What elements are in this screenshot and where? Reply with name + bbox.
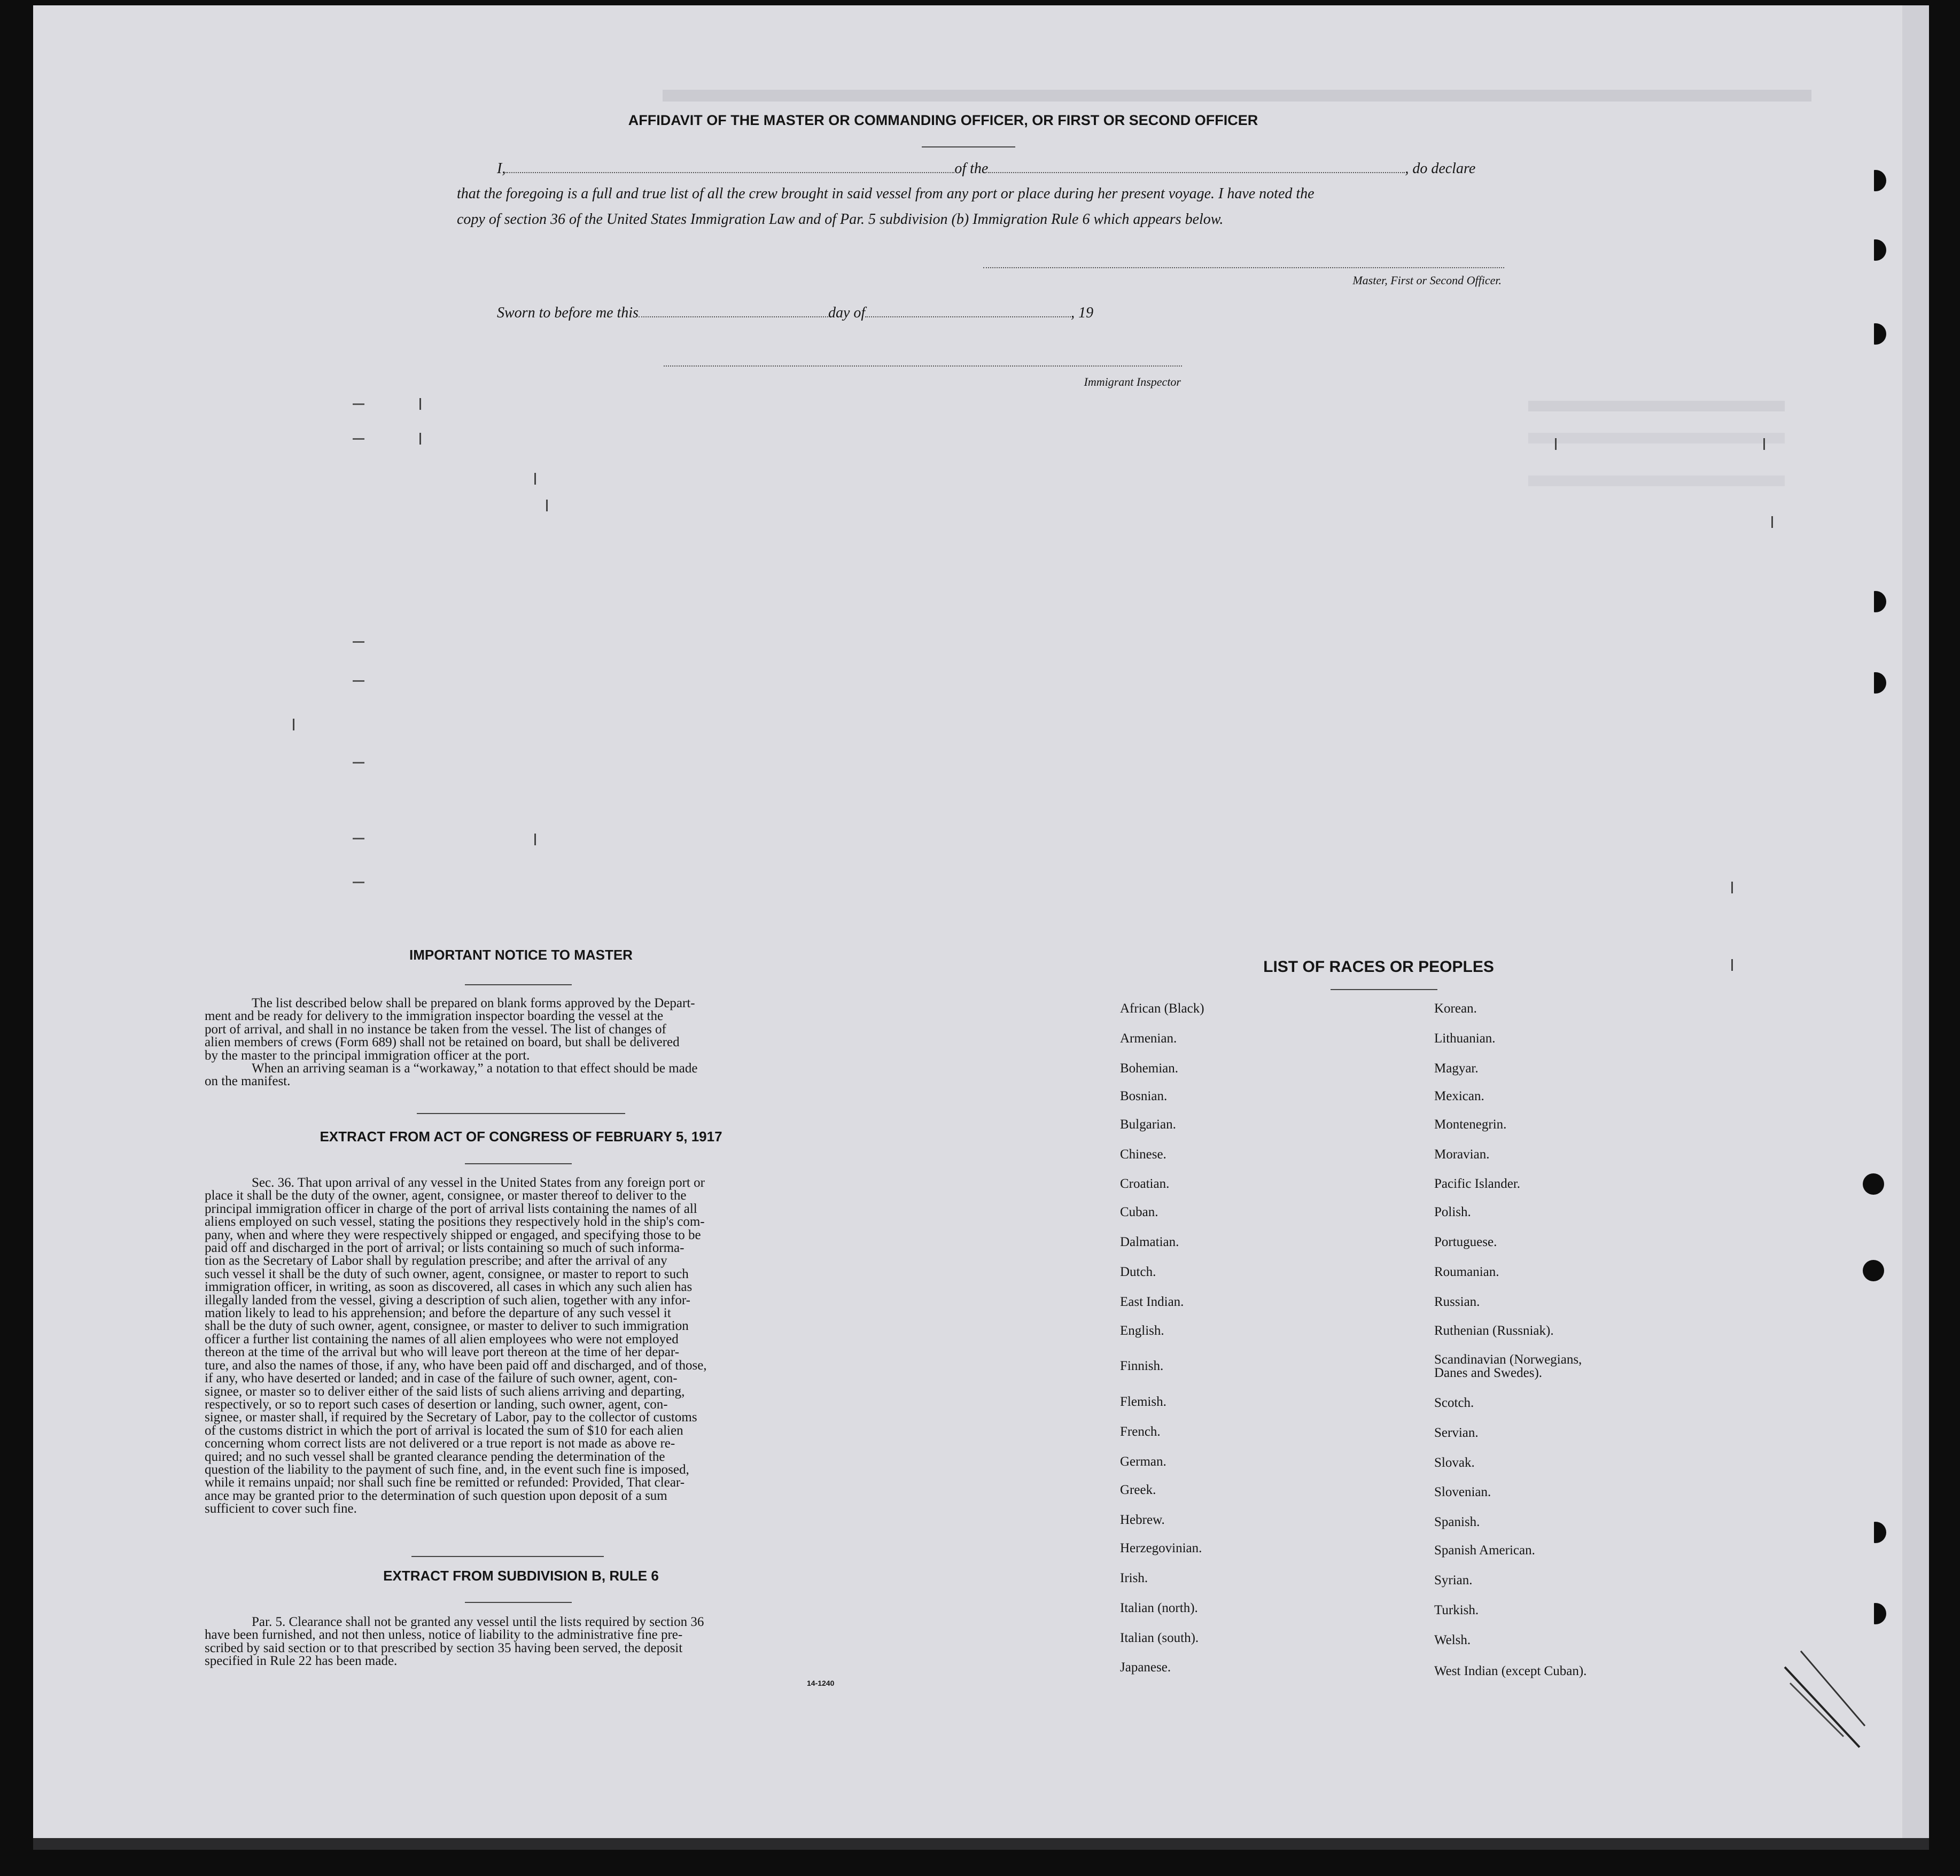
binder-hole: [1865, 170, 1886, 191]
race-item: Dutch.: [1120, 1265, 1156, 1279]
race-item: Ruthenian (Russniak).: [1434, 1324, 1554, 1338]
stray-mark: [353, 641, 364, 643]
form-number: 14-1240: [807, 1679, 835, 1687]
race-item: Magyar.: [1434, 1061, 1479, 1076]
race-item: Roumanian.: [1434, 1265, 1499, 1279]
act-line: of the customs district in which the port of arrival is located the sum of $10 for each alien: [205, 1423, 683, 1438]
race-item: Polish.: [1434, 1205, 1471, 1219]
inspector-caption: Immigrant Inspector: [1084, 375, 1181, 388]
race-item: African (Black): [1120, 1001, 1204, 1016]
race-item: Japanese.: [1120, 1660, 1171, 1675]
stray-mark: [353, 838, 364, 839]
notice-line: ment and be ready for delivery to the immigration inspector boarding the vessel at the: [205, 1009, 664, 1024]
binder-hole: [1865, 672, 1886, 694]
act-line: thereon at the time of the arrival but who will leave port thereon at the time of her depar-: [205, 1345, 680, 1360]
stray-mark: [353, 438, 364, 440]
bleed-through-mark: [1528, 433, 1785, 443]
stray-mark: [1731, 882, 1733, 893]
act-title: EXTRACT FROM ACT OF CONGRESS OF FEBRUARY 5, 1917: [320, 1128, 722, 1145]
binder-hole: [1865, 239, 1886, 261]
race-item: Servian.: [1434, 1426, 1479, 1440]
act-line: paid off and discharged in the port of arrival; or lists containing so much of such informa-: [205, 1241, 685, 1256]
pen-strokes: [1779, 1646, 1870, 1753]
title-rule: [922, 146, 1015, 147]
bleed-through-mark: [663, 90, 1811, 102]
race-item: Bosnian.: [1120, 1089, 1168, 1103]
form-page: [33, 5, 1925, 1838]
race-item: Bulgarian.: [1120, 1117, 1176, 1132]
vessel-blank[interactable]: [988, 172, 1405, 173]
affidavit-title: AFFIDAVIT OF THE MASTER OR COMMANDING OFFICER, OR FIRST OR SECOND OFFICER: [628, 112, 1258, 128]
race-item: Danes and Swedes).: [1434, 1366, 1543, 1380]
act-line: question of the liability to the payment of such fine, and, in the event such fine is imposed,: [205, 1462, 689, 1477]
race-item: German.: [1120, 1454, 1166, 1469]
race-item: Croatian.: [1120, 1177, 1170, 1191]
of-the-label: of the: [954, 160, 989, 177]
races-rule: [1331, 989, 1437, 990]
act-line: immigration officer, in writing, as soon as discovered, all cases in which any such alien has: [205, 1280, 693, 1295]
page-edge: [1902, 5, 1929, 1838]
act-line: officer a further list containing the names of all alien employees who were not employed: [205, 1332, 679, 1346]
race-item: Slovak.: [1434, 1455, 1475, 1470]
act-line: signee, or master so to deliver either of the said lists of such aliens arriving and departing,: [205, 1384, 685, 1399]
race-item: Irish.: [1120, 1571, 1148, 1585]
rule6-line: have been furnished, and not then unless, notice of liability to the administrative fine pre-: [205, 1628, 683, 1643]
act-line: place it shall be the duty of the owner, agent, consignee, or master thereof to deliver to the: [205, 1188, 687, 1203]
act-line: illegally landed from the vessel, giving a description of such alien, together with any infor-: [205, 1293, 690, 1307]
stray-mark: [534, 834, 536, 845]
sworn-line: [497, 305, 1192, 322]
act-line: ance may be granted prior to the determination of such question upon deposit of a sum: [205, 1488, 667, 1503]
race-item: Cuban.: [1120, 1205, 1158, 1219]
binder-hole: [1865, 323, 1886, 345]
declaration-line-1: [497, 160, 1523, 177]
race-item: Montenegrin.: [1434, 1117, 1507, 1132]
rule6-title: EXTRACT FROM SUBDIVISION B, RULE 6: [383, 1568, 659, 1584]
race-item: Spanish.: [1434, 1515, 1480, 1529]
race-item: Hebrew.: [1120, 1513, 1165, 1527]
do-declare-label: , do declare: [1405, 160, 1476, 177]
race-item: Armenian.: [1120, 1031, 1177, 1046]
race-item: Herzegovinian.: [1120, 1541, 1202, 1555]
stray-mark: [1555, 438, 1557, 450]
race-item: Russian.: [1434, 1295, 1480, 1309]
binder-hole: [1865, 1603, 1886, 1624]
notice-line: on the manifest.: [205, 1074, 291, 1089]
race-item: Slovenian.: [1434, 1485, 1491, 1499]
bleed-through-mark: [1528, 476, 1785, 486]
binder-hole: [1865, 1522, 1886, 1543]
notice-line: When an arriving seaman is a “workaway,” a notation to that effect should be made: [252, 1061, 698, 1076]
i-label: I,: [497, 160, 506, 177]
act-line: principal immigration officer in charge of the port of arrival lists containing the names of all: [205, 1201, 697, 1216]
stray-mark: [419, 398, 421, 410]
race-item: Greek.: [1120, 1483, 1156, 1497]
race-item: Korean.: [1434, 1001, 1477, 1016]
binder-hole: [1865, 591, 1886, 612]
race-item: Scandinavian (Norwegians,: [1434, 1352, 1582, 1367]
binder-hole: [1863, 1173, 1884, 1195]
stray-mark: [419, 433, 421, 445]
act-line: such vessel it shall be the duty of such owner, agent, consignee, or master to report to such: [205, 1266, 689, 1281]
act-rule: [465, 1163, 572, 1164]
declaration-line-2: that the foregoing is a full and true list of all the crew brought in said vessel from any port or place during her present voyage. I have noted the: [457, 185, 1315, 202]
race-item: Dalmatian.: [1120, 1235, 1179, 1249]
section-divider: [411, 1556, 604, 1557]
rule6-body: [205, 1616, 835, 1668]
race-item: Pacific Islander.: [1434, 1177, 1521, 1191]
act-line: signee, or master shall, if required by the Secretary of Labor, pay to the collector of customs: [205, 1410, 697, 1425]
day-of-label: day of: [828, 305, 866, 321]
sworn-month-blank[interactable]: [865, 316, 1071, 317]
act-line: sufficient to cover such fine.: [205, 1501, 357, 1516]
races-title: LIST OF RACES OR PEOPLES: [1263, 958, 1494, 976]
notice-line: The list described below shall be prepared on blank forms approved by the Depart-: [252, 996, 695, 1010]
rule6-rule: [465, 1602, 572, 1603]
race-item: English.: [1120, 1324, 1164, 1338]
race-item: Flemish.: [1120, 1395, 1166, 1409]
race-item: Moravian.: [1434, 1147, 1490, 1162]
bleed-through-mark: [1528, 401, 1785, 411]
race-item: Italian (north).: [1120, 1601, 1198, 1615]
inspector-signature-line[interactable]: [664, 365, 1182, 367]
stray-mark: [353, 403, 364, 405]
act-line: mation likely to lead to his apprehension; and before the departure of any such vessel it: [205, 1306, 671, 1321]
stray-mark: [1763, 438, 1765, 450]
act-body: [205, 1177, 835, 1516]
race-item: Spanish American.: [1434, 1543, 1535, 1558]
master-signature-line[interactable]: [983, 267, 1504, 268]
notice-line: by the master to the principal immigration officer at the port.: [205, 1048, 530, 1063]
stray-mark: [353, 762, 364, 764]
notice-body: [205, 997, 835, 1088]
race-item: Turkish.: [1434, 1603, 1479, 1617]
act-line: shall be the duty of such owner, agent, consignee, or master to deliver to such immigration: [205, 1319, 689, 1334]
stray-mark: [353, 680, 364, 682]
notice-line: alien members of crews (Form 689) shall not be retained on board, but shall be delivered: [205, 1035, 680, 1050]
name-blank[interactable]: [505, 172, 954, 173]
binder-hole: [1863, 1260, 1884, 1281]
rule6-line: Par. 5. Clearance shall not be granted any vessel until the lists required by section 36: [252, 1615, 704, 1629]
act-line: respectively, or so to report such cases of desertion or landing, such owner, agent, con-: [205, 1397, 668, 1412]
race-item: Scotch.: [1434, 1396, 1474, 1410]
scan-border: [33, 1838, 1929, 1850]
stray-mark: [1731, 959, 1733, 971]
race-item: Mexican.: [1434, 1089, 1484, 1103]
act-line: while it remains unpaid; nor shall such fine be remitted or refunded: Provided, That clear-: [205, 1475, 685, 1490]
notice-line: port of arrival, and shall in no instance be taken from the vessel. The list of changes of: [205, 1022, 666, 1037]
race-item: East Indian.: [1120, 1295, 1184, 1309]
race-item: Portuguese.: [1434, 1235, 1497, 1249]
notice-rule: [465, 984, 572, 985]
act-line: quired; and no such vessel shall be granted clearance pending the determination of the: [205, 1449, 665, 1464]
stray-mark: [353, 882, 364, 883]
race-item: Finnish.: [1120, 1359, 1164, 1373]
rule6-line: scribed by said section or to that prescribed by section 35 having been served, the deposit: [205, 1640, 683, 1655]
act-line: aliens employed on such vessel, stating the positions they respectively hold in the ship's com-: [205, 1215, 705, 1229]
stray-mark: [1771, 516, 1773, 528]
declaration-line-3: copy of section 36 of the United States Immigration Law and of Par. 5 subdivision (b) Immigration Rule 6 which appears below.: [457, 211, 1224, 228]
race-item: French.: [1120, 1424, 1161, 1439]
act-line: concerning whom correct lists are not delivered or a true report is not made as above re-: [205, 1436, 675, 1451]
race-item: Italian (south).: [1120, 1631, 1199, 1645]
section-divider: [417, 1113, 625, 1114]
race-item: Welsh.: [1434, 1633, 1471, 1647]
stray-mark: [293, 719, 294, 730]
year-label: , 19: [1071, 305, 1094, 321]
rule6-line: specified in Rule 22 has been made.: [205, 1654, 398, 1669]
master-caption: Master, First or Second Officer.: [1352, 274, 1502, 287]
race-item: Syrian.: [1434, 1573, 1473, 1587]
race-item: Chinese.: [1120, 1147, 1166, 1162]
race-item: Lithuanian.: [1434, 1031, 1496, 1046]
act-line: tion as the Secretary of Labor shall by regulation prescribe; and after the arrival of any: [205, 1254, 667, 1268]
stray-mark: [534, 473, 536, 485]
stray-mark: [546, 500, 548, 511]
sworn-day-blank[interactable]: [639, 316, 828, 317]
act-line: if any, who have deserted or landed; and in case of the failure of such owner, agent, con-: [205, 1371, 678, 1386]
act-line: pany, when and where they were respectively shipped or engaged, and specifying those to be: [205, 1227, 701, 1242]
act-line: Sec. 36. That upon arrival of any vessel in the United States from any foreign port or: [252, 1176, 705, 1190]
race-item: West Indian (except Cuban).: [1434, 1664, 1587, 1678]
notice-title: IMPORTANT NOTICE TO MASTER: [409, 947, 633, 963]
sworn-label: Sworn to before me this: [497, 305, 639, 321]
act-line: ture, and also the names of those, if any, who have been paid off and discharged, and of those,: [205, 1358, 707, 1373]
race-item: Bohemian.: [1120, 1061, 1179, 1076]
